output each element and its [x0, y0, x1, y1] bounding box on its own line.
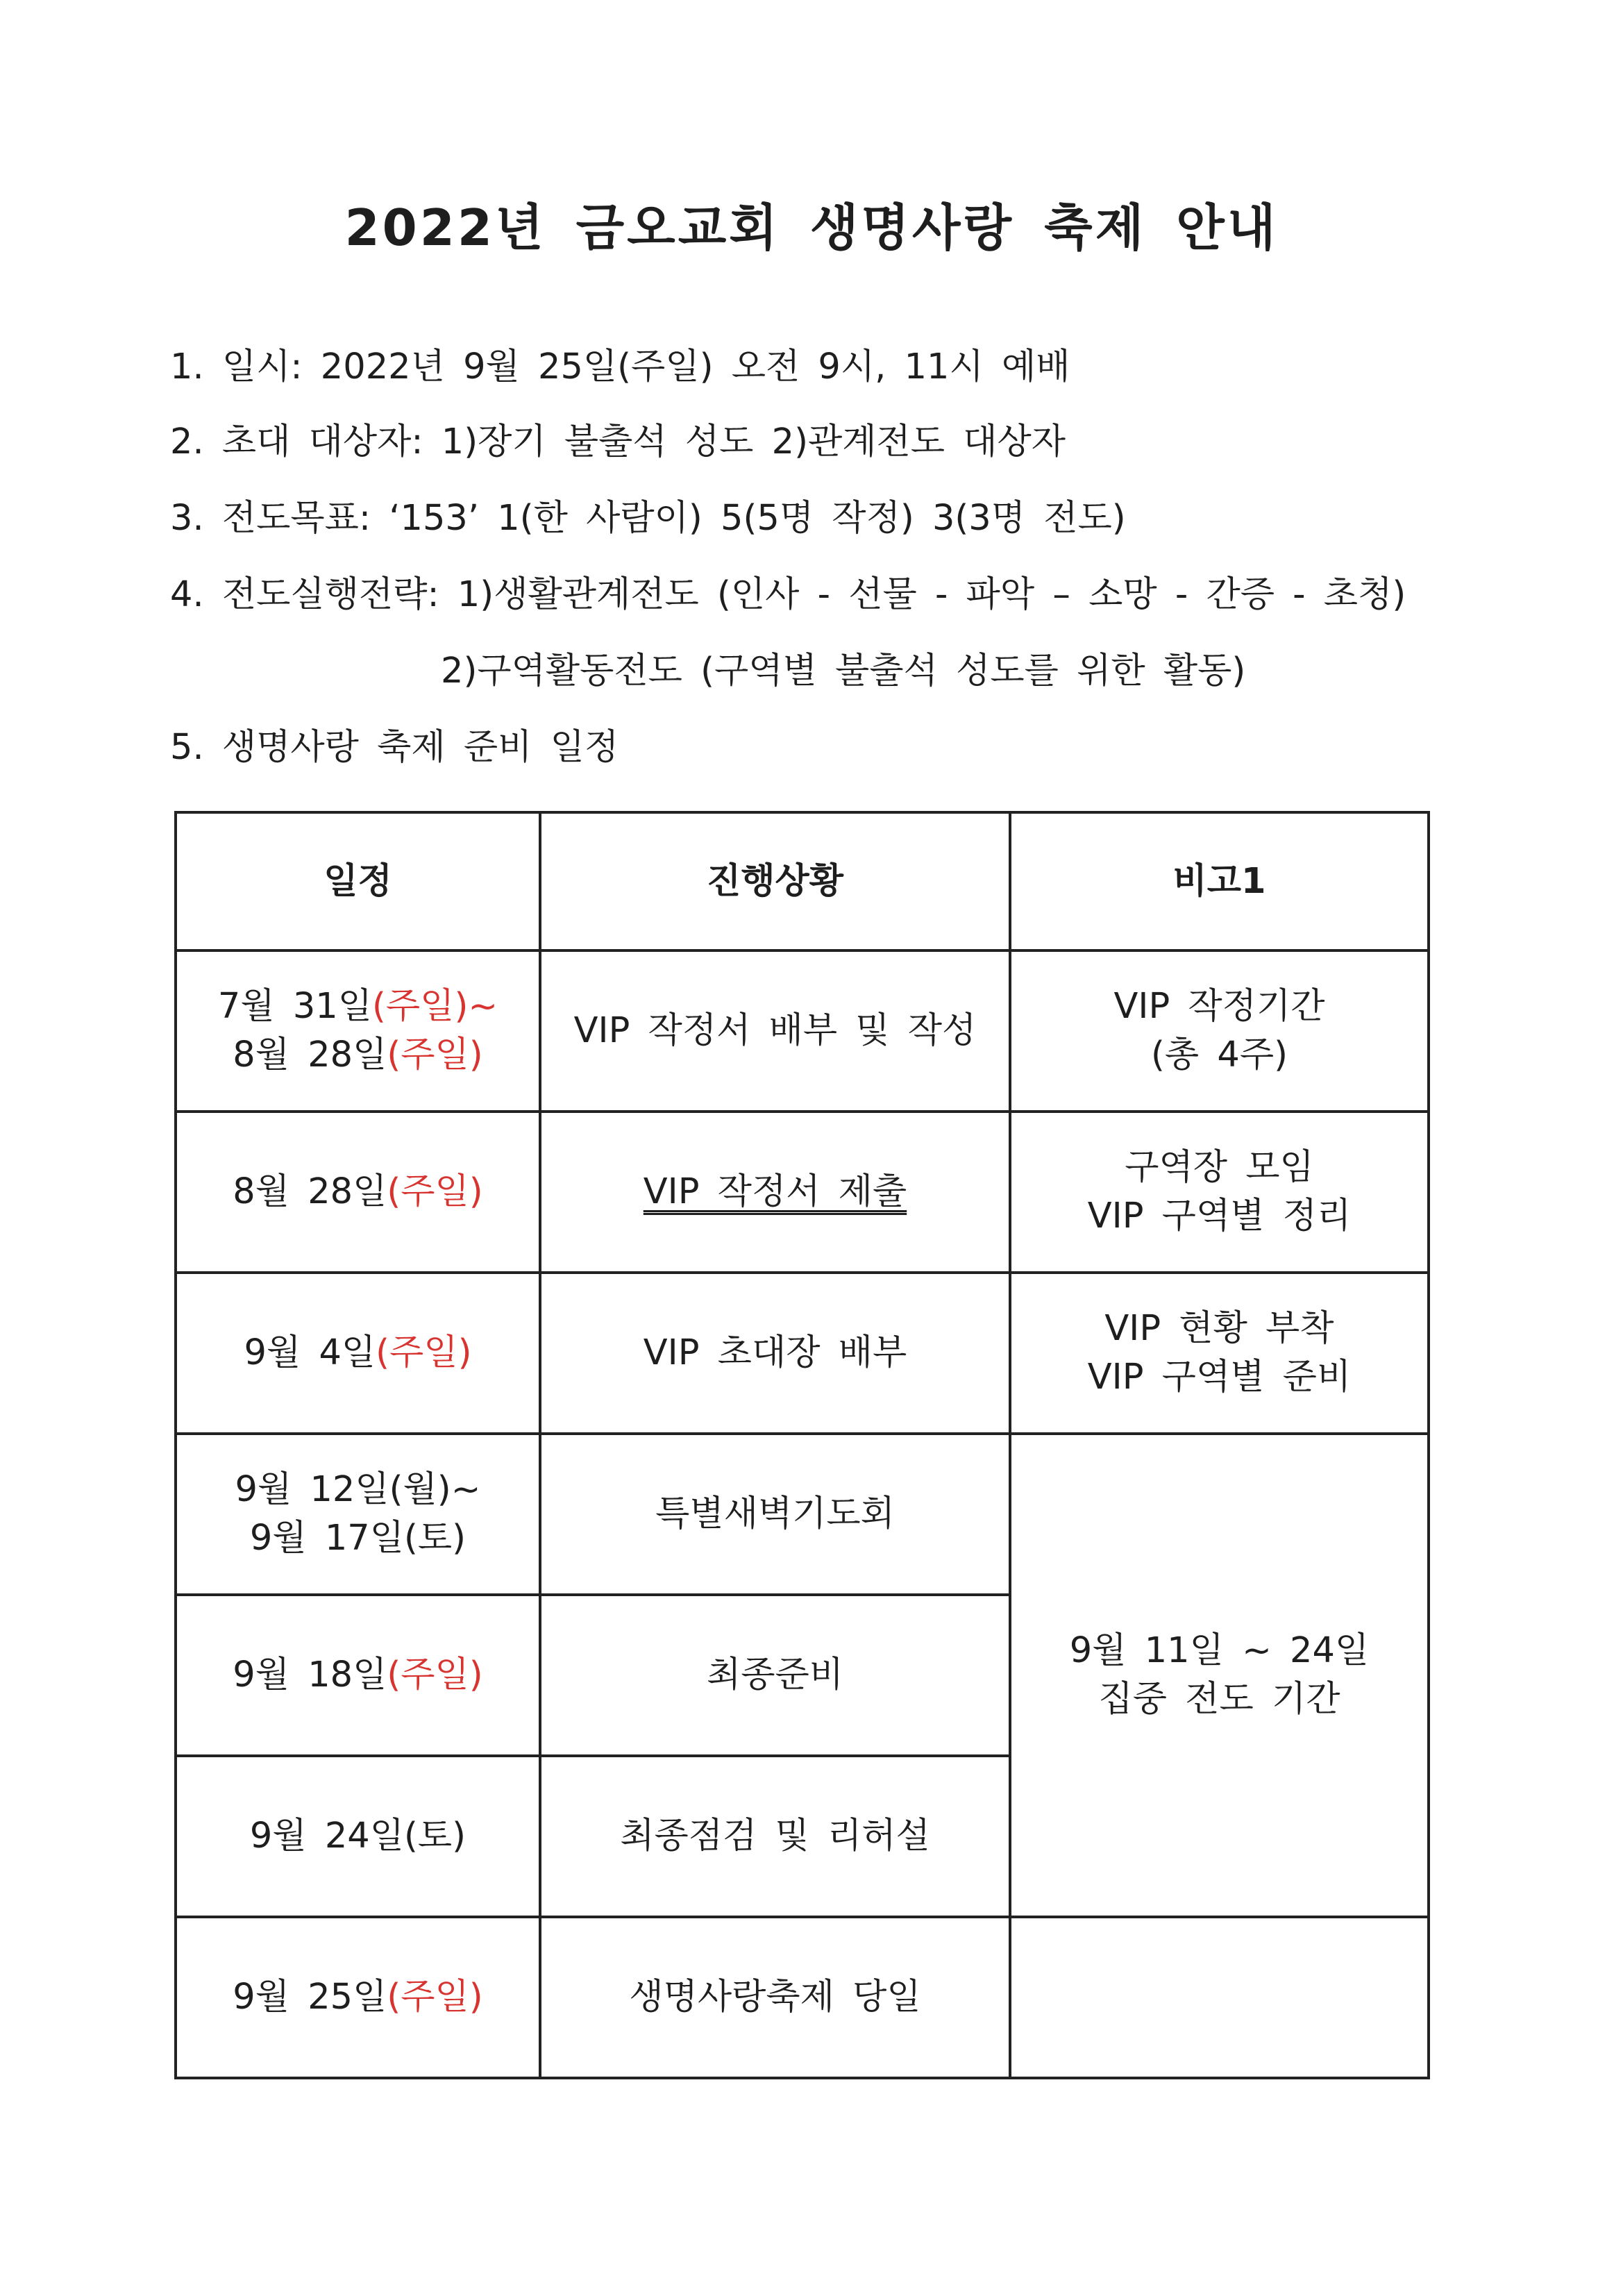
progress-text: VIP 작정서 제출	[643, 1171, 907, 1212]
schedule-cell: 9월 24일(토)	[176, 1756, 540, 1917]
schedule-cell	[176, 950, 540, 1112]
item-strategy-continued: 2)구역활동전도 (구역별 불출석 성도를 위한 활동)	[441, 651, 1246, 692]
date-text: 9월 18일	[233, 1654, 387, 1695]
note-line: VIP 구역별 정리	[1087, 1196, 1352, 1237]
schedule-cell	[176, 1112, 540, 1273]
note-cell	[1010, 950, 1429, 1112]
item-invitees: 2. 초대 대상자: 1)장기 불출석 성도 2)관계전도 대상자	[170, 421, 1066, 462]
sunday-label: (주일)	[387, 1171, 483, 1212]
note-line: 구역장 모임	[1125, 1147, 1314, 1188]
date-line: 9월 17일(토)	[249, 1518, 466, 1559]
item-schedule-heading: 5. 생명사랑 축제 준비 일정	[170, 727, 619, 768]
progress-cell: 생명사랑축제 당일	[540, 1917, 1010, 2078]
sunday-label: (주일)	[387, 1654, 483, 1695]
header-progress: 진행상황	[540, 812, 1010, 950]
note-line: VIP 현황 부착	[1104, 1308, 1334, 1349]
table-row	[176, 1434, 1429, 1595]
date-line: 9월 12일(월)~	[235, 1469, 481, 1510]
progress-cell	[540, 1112, 1010, 1273]
date-line	[184, 982, 532, 1031]
schedule-cell	[176, 1595, 540, 1756]
date-text: 9월 4일	[244, 1332, 376, 1373]
header-schedule: 일정	[176, 812, 540, 950]
sunday-label: (주일)	[387, 1977, 483, 2018]
note-line: 집중 전도 기간	[1098, 1679, 1340, 1720]
progress-cell: 최종점검 및 리허설	[540, 1756, 1010, 1917]
note-cell	[1010, 1917, 1429, 2078]
item-goal: 3. 전도목표: ‘153’ 1(한 사람이) 5(5명 작정) 3(3명 전도)	[170, 498, 1126, 539]
note-line: 9월 11일 ~ 24일	[1069, 1630, 1370, 1671]
date-line	[184, 1031, 532, 1080]
table-header-row	[176, 812, 1429, 950]
progress-cell: VIP 초대장 배부	[540, 1273, 1010, 1434]
schedule-cell	[176, 1434, 540, 1595]
schedule-cell	[176, 1273, 540, 1434]
note-cell-merged	[1010, 1434, 1429, 1917]
note-line: (총 4주)	[1151, 1034, 1288, 1075]
item-date: 1. 일시: 2022년 9월 25일(주일) 오전 9시, 11시 예배	[170, 346, 1070, 387]
header-note: 비고1	[1010, 812, 1429, 950]
item-strategy: 4. 전도실행전략: 1)생활관계전도 (인사 - 선물 - 파악 – 소망 - 간증 - 초청)	[170, 574, 1406, 615]
progress-cell: VIP 작정서 배부 및 작성	[540, 950, 1010, 1112]
page-title: 2022년 금오교회 생명사랑 축제 안내	[344, 199, 1279, 257]
table-row	[176, 1917, 1429, 2078]
date-text: 7월 31일	[217, 986, 373, 1027]
schedule-cell	[176, 1917, 540, 2078]
date-text: 8월 28일	[233, 1034, 387, 1075]
progress-cell: 특별새벽기도회	[540, 1434, 1010, 1595]
note-line: VIP 구역별 준비	[1087, 1357, 1352, 1398]
progress-cell: 최종준비	[540, 1595, 1010, 1756]
table-row	[176, 1273, 1429, 1434]
date-text: 8월 28일	[233, 1171, 387, 1212]
date-text: 9월 25일	[233, 1977, 387, 2018]
sunday-label: (주일)	[387, 1034, 483, 1075]
sunday-label: (주일)~	[372, 986, 498, 1027]
schedule-table	[174, 811, 1430, 2079]
table-row	[176, 950, 1429, 1112]
sunday-label: (주일)	[376, 1332, 472, 1373]
table-row	[176, 1112, 1429, 1273]
note-cell	[1010, 1273, 1429, 1434]
note-line: VIP 작정기간	[1113, 986, 1325, 1027]
note-cell	[1010, 1112, 1429, 1273]
